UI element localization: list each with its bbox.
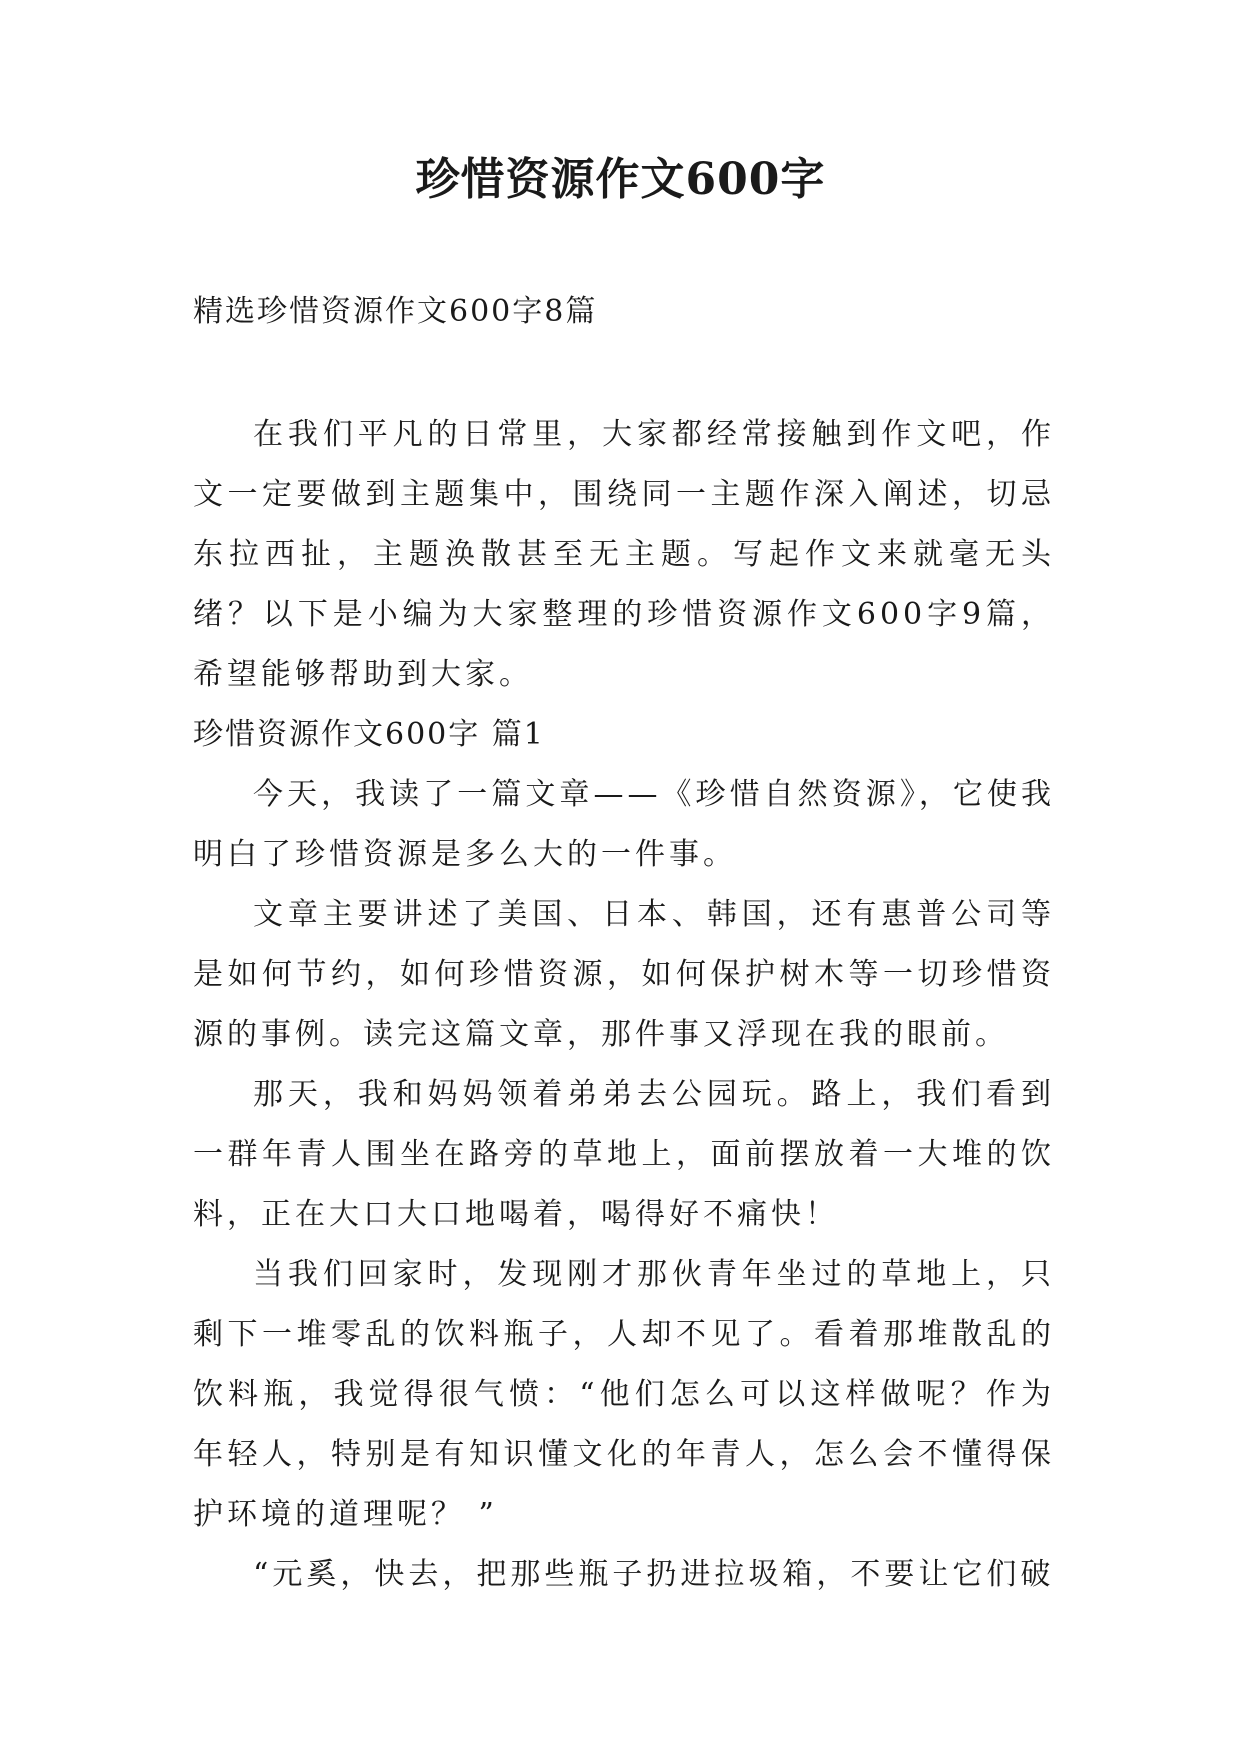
body-paragraph: 文章主要讲述了美国、日本、韩国，还有惠普公司等是如何节约，如何珍惜资源，如何保护树木等一切珍惜资源的事例。读完这篇文章，那件事又浮现在我的眼前。 xyxy=(193,897,1055,1052)
intro-paragraph: 在我们平凡的日常里，大家都经常接触到作文吧，作文一定要做到主题集中，围绕同一主题作深入阐述，切忌东拉西扯，主题涣散甚至无主题。写起作文来就毫无头绪？以下是小编为大家整理的珍惜资源作文600字9篇，希望能够帮助到大家。 xyxy=(193,417,1055,692)
body-paragraph: “元奚，快去，把那些瓶子扔进拉圾箱，不要让它们破 xyxy=(253,1557,1055,1592)
section-heading: 珍惜资源作文600字 篇1 xyxy=(193,717,545,752)
body-paragraph: 那天，我和妈妈领着弟弟去公园玩。路上，我们看到一群年青人围坐在路旁的草地上，面前摆放着一大堆的饮料，正在大口大口地喝着，喝得好不痛快！ xyxy=(193,1077,1055,1232)
body-paragraph: 今天，我读了一篇文章——《珍惜自然资源》，它使我明白了珍惜资源是多么大的一件事。 xyxy=(193,777,1055,872)
body-paragraph: 当我们回家时，发现刚才那伙青年坐过的草地上，只剩下一堆零乱的饮料瓶子，人却不见了。看着那堆散乱的饮料瓶，我觉得很气愤：“他们怎么可以这样做呢？作为年轻人，特别是有知识懂文化的年青人，怎么会不懂得保护环境的道理呢？ ” xyxy=(193,1257,1055,1532)
document-body xyxy=(193,405,1055,1605)
document-subtitle: 精选珍惜资源作文600字8篇 xyxy=(193,294,598,329)
document-title: 珍惜资源作文600字 xyxy=(415,154,826,205)
